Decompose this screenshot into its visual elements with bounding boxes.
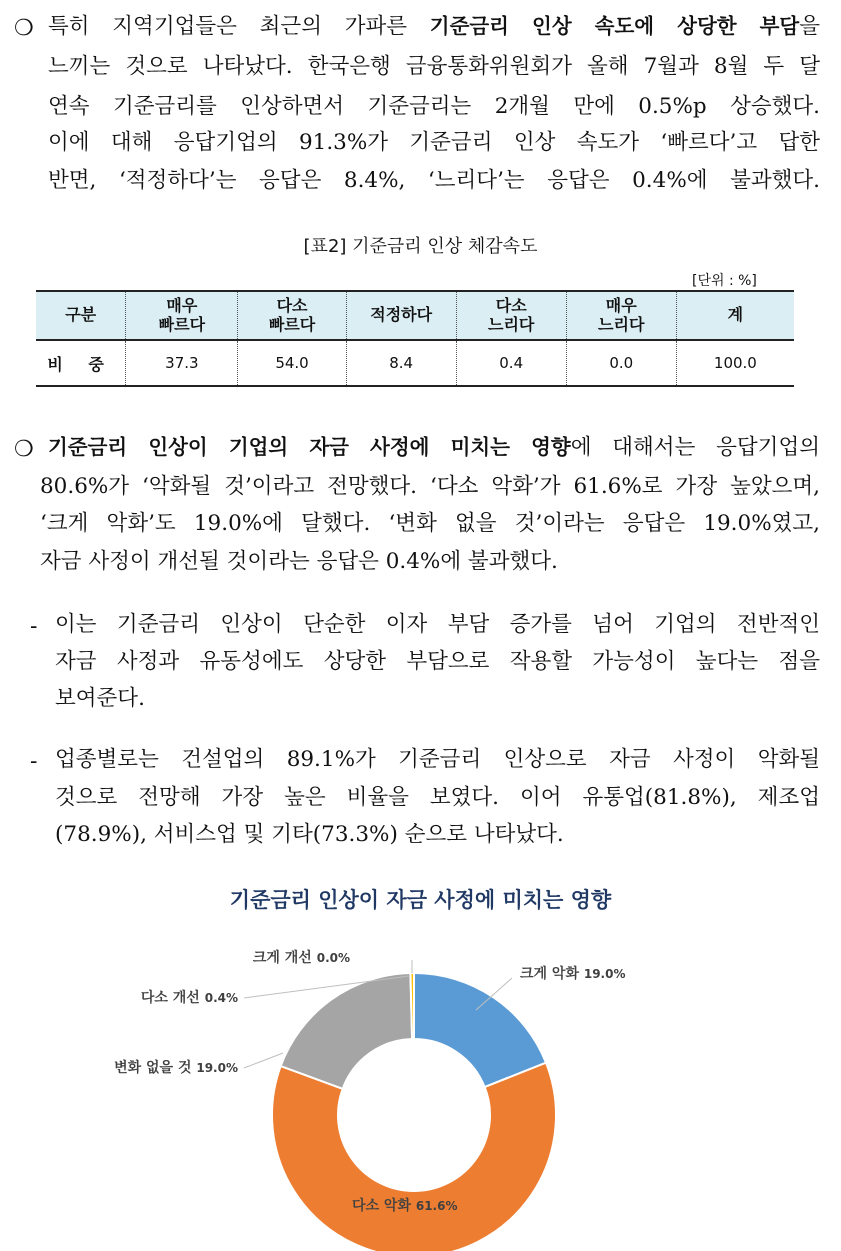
dash2-line1: 업종별로는 건설업의 89.1%가 기준금리 인상으로 자금 사정이 악화될 xyxy=(55,747,820,772)
section1-line2: 느끼는 것으로 나타났다. 한국은행 금융통화위원회가 올해 7월과 8월 두 달 xyxy=(48,54,820,79)
table-cell: 54.0 xyxy=(238,340,346,386)
slice-label: 다소 악화 61.6% xyxy=(352,1198,458,1214)
table-header-cell: 매우 빠르다 xyxy=(126,291,238,340)
slice-label: 다소 개선 0.4% xyxy=(140,990,238,1006)
donut-slice xyxy=(410,973,414,1039)
table-header-cell: 구분 xyxy=(36,291,126,340)
dash2-line2: 것으로 전망해 가장 높은 비율을 보였다. 이어 유통업(81.8%), 제조업 xyxy=(55,785,820,810)
table-row-label: 비 중 xyxy=(36,340,126,386)
table-header-cell: 매우 느리다 xyxy=(566,291,676,340)
slice-label: 크게 개선 0.0% xyxy=(252,950,350,966)
table-cell: 8.4 xyxy=(346,340,456,386)
dash2-line3: (78.9%), 서비스업 및 기타(73.3%) 순으로 나타났다. xyxy=(55,822,564,847)
section1-line1: 특히 지역기업들은 최근의 가파른 기준금리 인상 속도에 상당한 부담을 xyxy=(48,14,820,39)
dash-marker: - xyxy=(30,749,38,774)
table-header-row xyxy=(36,291,794,340)
table-row xyxy=(36,340,794,386)
section1-line4: 이에 대해 응답기업의 91.3%가 기준금리 인상 속도가 ‘빠르다’고 답한 xyxy=(48,130,820,155)
table-unit-label: [단위 : %] xyxy=(692,273,757,289)
table-caption: [표2] 기준금리 인상 체감속도 xyxy=(303,236,538,257)
dash1-line1: 이는 기준금리 인상이 단순한 이자 부담 증가를 넘어 기업의 전반적인 xyxy=(55,612,820,637)
bullet-circle-icon: ❍ xyxy=(14,16,34,41)
table-header-cell: 계 xyxy=(676,291,794,340)
section1-line5: 반면, ‘적정하다’는 응답은 8.4%, ‘느리다’는 응답은 0.4%에 불과했다. xyxy=(48,168,820,193)
leader-line xyxy=(244,1053,283,1068)
dash1-line3: 보여준다. xyxy=(55,686,145,711)
table-header-cell: 다소 빠르다 xyxy=(238,291,346,340)
dash-marker: - xyxy=(30,614,38,639)
section2-line3: ‘크게 악화’도 19.0%에 달했다. ‘변화 없을 것’이라는 응답은 19.0%였고, xyxy=(40,511,820,536)
section1-line3: 연속 기준금리를 인상하면서 기준금리는 2개월 만에 0.5%p 상승했다. xyxy=(48,94,820,119)
table-header-cell: 적정하다 xyxy=(346,291,456,340)
donut-chart xyxy=(0,920,841,1251)
section2-line2: 80.6%가 ‘악화될 것’이라고 전망했다. ‘다소 악화’가 61.6%로 가장 높았으며, xyxy=(40,474,820,499)
table-header-cell: 다소 느리다 xyxy=(456,291,566,340)
bullet-circle-icon: ❍ xyxy=(14,437,34,462)
slice-label: 변화 없을 것 19.0% xyxy=(114,1060,238,1076)
donut-slice xyxy=(272,1063,556,1251)
section2-line1: 기준금리 인상이 기업의 자금 사정에 미치는 영향에 대해서는 응답기업의 xyxy=(48,435,820,460)
table-cell: 0.4 xyxy=(456,340,566,386)
dash1-line2: 자금 사정과 유동성에도 상당한 부담으로 작용할 가능성이 높다는 점을 xyxy=(55,649,820,674)
section2-line4: 자금 사정이 개선될 것이라는 응답은 0.4%에 불과했다. xyxy=(40,549,558,574)
slice-label: 크게 악화 19.0% xyxy=(520,966,626,982)
table-cell: 100.0 xyxy=(676,340,794,386)
table-cell: 0.0 xyxy=(566,340,676,386)
table-cell: 37.3 xyxy=(126,340,238,386)
rate-speed-table xyxy=(36,290,794,387)
chart-title: 기준금리 인상이 자금 사정에 미치는 영향 xyxy=(229,888,612,912)
